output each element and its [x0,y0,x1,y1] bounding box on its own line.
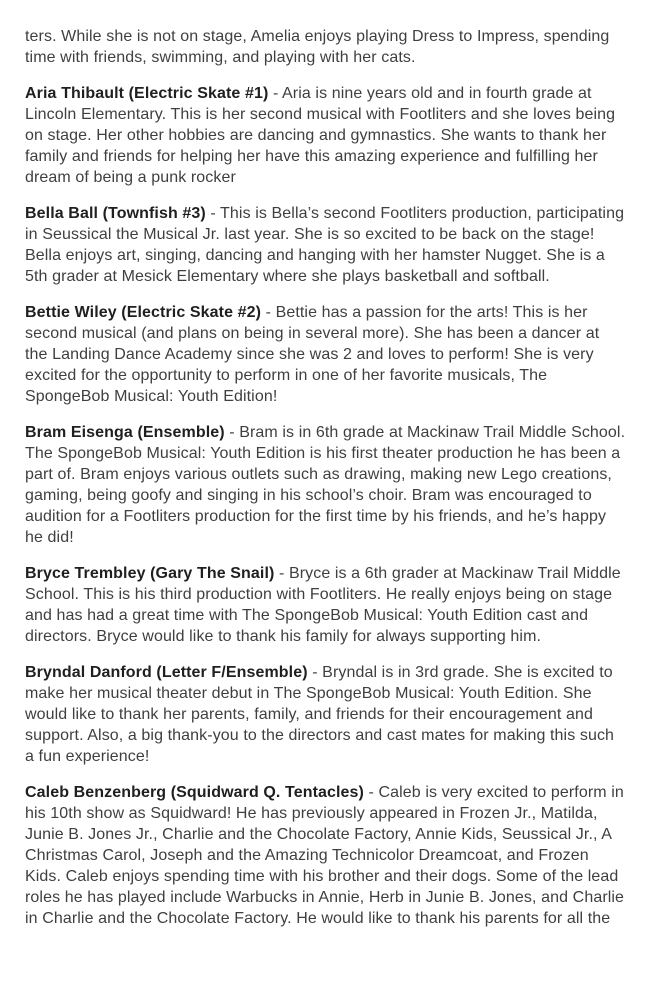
bio-paragraph [25,422,626,548]
bio-paragraph [25,302,626,407]
bio-name: Bram Eisenga (Ensemble) [25,424,225,441]
bio-text: - This is Bella’s second Footliters production, participating in Seussical the Musical Jr. last year. She is so excited to be back on the stage! Bella enjoys art, singing, dancing and hanging with her hamster Nugget. She is a 5th grader at Mesick Elementary where she plays basketball and softball. [25,205,625,285]
bio-text: - Caleb is very excited to perform in his 10th show as Squidward! He has previously appeared in Frozen Jr., Matilda, Junie B. Jones Jr., Charlie and the Chocolate Factory, Annie Kids, Seussical Jr., A Christmas Carol, Joseph and the Amazing Technicolor Dreamcoat, and Frozen Kids. Caleb enjoys spending time with his brother and their dogs. Some of the lead roles he has played include Warbucks in Annie, Herb in Junie B. Jones, and Charlie in Charlie and the Chocolate Factory. He would like to thank his parents for all the [25,784,625,927]
bio-paragraph [25,83,626,188]
bio-text: - Bettie has a passion for the arts! This is her second musical (and plans on being in several more). She has been a dancer at the Landing Dance Academy since she was 2 and loves to perform! She is very excited for the opportunity to perform in one of her favorite musicals, The SpongeBob Musical: Youth Edition! [25,304,600,405]
bio-text: - Bram is in 6th grade at Mackinaw Trail Middle School. The SpongeBob Musical: Youth Edition is his first theater production he has been a part of. Bram enjoys various outlets such as drawing, making new Lego creations, gaming, being goofy and singing in his school’s choir. Bram was encouraged to audition for a Footliters production for the first time by his friends, and he’s happy he did! [25,424,626,546]
bio-paragraph [25,662,626,767]
bio-name: Bryndal Danford (Letter F/Ensemble) [25,664,308,681]
bio-text: - Bryndal is in 3rd grade. She is excited to make her musical theater debut in The SpongeBob Musical: Youth Edition. She would like to thank her parents, family, and friends for their encouragement and support. Also, a big thank-you to the directors and cast mates for making this such a fun experience! [25,664,615,765]
bio-name: Bettie Wiley (Electric Skate #2) [25,304,262,321]
bio-paragraph [25,203,626,287]
bio-name: Aria Thibault (Electric Skate #1) [25,85,269,102]
continuation-paragraph: ters. While she is not on stage, Amelia enjoys playing Dress to Impress, spending time with friends, swimming, and playing with her cats. [25,28,610,66]
bio-name: Bryce Trembley (Gary The Snail) [25,565,275,582]
bio-text: - Bryce is a 6th grader at Mackinaw Trail Middle School. This is his third production with Footliters. He really enjoys being on stage and has had a great time with The SpongeBob Musical: Youth Edition cast and directors. Bryce would like to thank his family for always supporting him. [25,565,621,645]
bio-name: Bella Ball (Townfish #3) [25,205,206,222]
bio-paragraph [25,563,626,647]
bio-paragraph [25,782,626,929]
bio-name: Caleb Benzenberg (Squidward Q. Tentacles) [25,784,364,801]
bio-text: - Aria is nine years old and in fourth grade at Lincoln Elementary. This is her second musical with Footliters and she loves being on stage. Her other hobbies are dancing and gymnastics. She wants to thank her family and friends for helping her have this amazing experience and fulfilling her dream of being a punk rocker [25,85,616,186]
